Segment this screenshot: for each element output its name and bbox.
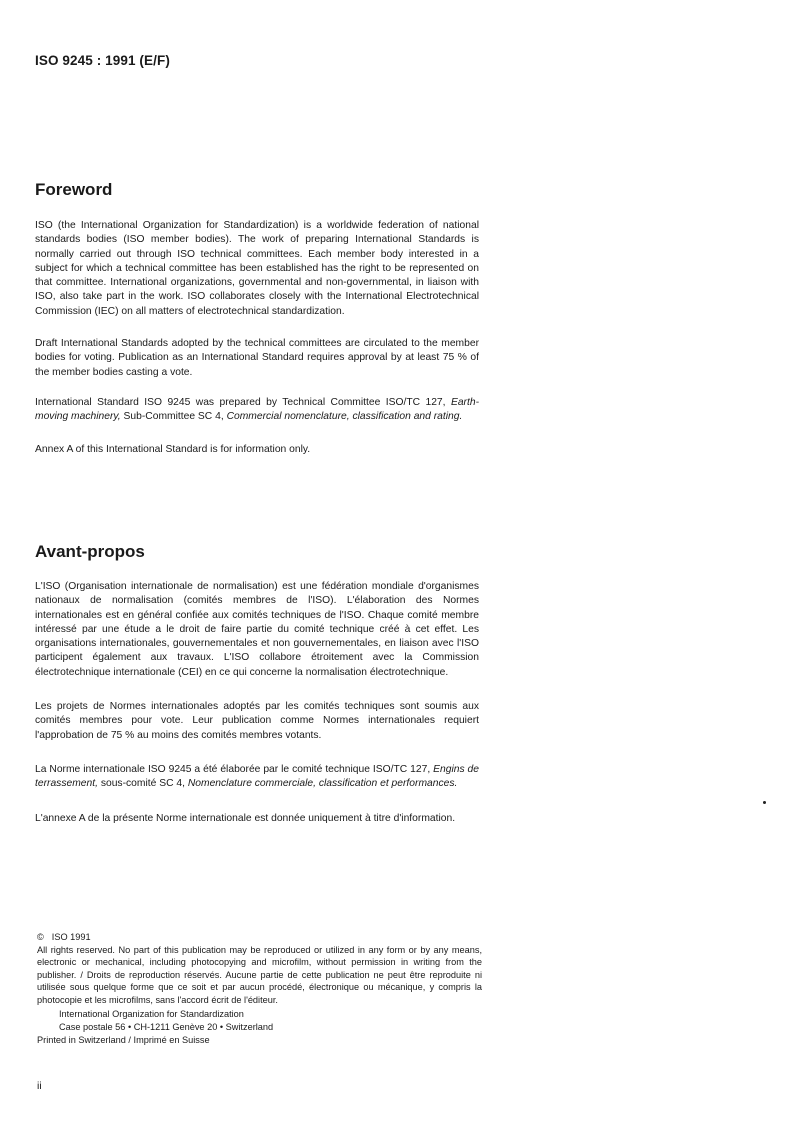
avant-propos-paragraph-2: Les projets de Normes internationales adoptés par les comités techniques sont soumis aux comités membres pour vote. Leur publication comme Normes internationales requiert l'approbation de 75 % au moins des comités membres votants. xyxy=(35,701,479,741)
foreword-paragraph-2: Draft International Standards adopted by the technical committees are circulated to the member bodies for voting. Publication as an International Standard requires approval by at least 75 % of the member bodies casting a vote. xyxy=(35,338,479,378)
copyright-line xyxy=(37,931,482,944)
foreword-paragraph-4: Annex A of this International Standard is for information only. xyxy=(35,443,311,455)
foreword-heading: Foreword xyxy=(35,180,113,199)
publisher-address: Case postale 56 • CH-1211 Genève 20 • Switzerland xyxy=(59,1021,274,1032)
scan-speck-decoration xyxy=(763,801,766,804)
copyright-owner-year: ISO 1991 xyxy=(51,932,91,942)
avant-propos-p3-text-2: sous-comité SC 4, xyxy=(100,778,185,790)
avant-propos-paragraph-1: L'ISO (Organisation internationale de normalisation) est une fédération mondiale d'organismes nationaux de normalisation (comités membres de l'ISO). L'élaboration des Normes internationales est en général confiée aux comités techniques de l'ISO. Chaque comité membre intéressé par une étude a le droit de faire partie du comité technique créé à cet effet. Les organisations internationales, gouvernementales et non gouvernementales, en liaison avec l'ISO participent également aux travaux. L'ISO collabore étroitement avec la Commission électrotechnique internationale (CEI) en ce qui concerne la normalisation électrotechnique. xyxy=(35,581,479,678)
foreword-paragraph-3 xyxy=(35,396,479,425)
avant-propos-paragraph-4: L'annexe A de la présente Norme internationale est donnée uniquement à titre d'information. xyxy=(35,812,456,824)
avant-propos-subcommittee-name: Nomenclature commerciale, classification et performances. xyxy=(187,778,458,790)
foreword-subcommittee-name: Commercial nomenclature, classification and rating. xyxy=(226,411,463,423)
printed-in: Printed in Switzerland / Imprimé en Suisse xyxy=(37,1035,210,1045)
foreword-paragraph-1: ISO (the International Organization for Standardization) is a worldwide federation of national standards bodies (ISO member bodies). The work of preparing International Standards is normally carried out through ISO technical committees. Each member body interested in a subject for which a technical committee has been established has the right to be represented on that committee. International organizations, governmental and non-governmental, in liaison with ISO, also take part in the work. ISO collaborates closely with the International Electrotechnical Commission (IEC) on all matters of electrotechnical standardization. xyxy=(35,220,479,317)
document-id: ISO 9245 : 1991 (E/F) xyxy=(35,53,170,68)
avant-propos-body xyxy=(35,580,479,826)
copyright-icon: © xyxy=(37,932,44,942)
publisher-organization: International Organization for Standardization xyxy=(59,1009,244,1019)
page-number: ii xyxy=(37,1080,42,1092)
foreword-committee-name: Earth-moving machinery, xyxy=(35,396,479,423)
avant-propos-committee-name: Engins de terrassement, xyxy=(35,763,479,790)
foreword-p3-text-2: Sub-Committee SC 4, xyxy=(123,411,224,423)
avant-propos-paragraph-3 xyxy=(35,763,479,792)
foreword-p3-text-1: International Standard ISO 9245 was prepared by Technical Committee ISO/TC 127, xyxy=(35,396,446,408)
avant-propos-p3-text-1: La Norme internationale ISO 9245 a été élaborée par le comité technique ISO/TC 127, xyxy=(35,763,431,775)
foreword-body xyxy=(35,219,479,457)
copyright-notice: All rights reserved. No part of this publication may be reproduced or utilized in any form or by any means, electronic or mechanical, including photocopying and microfilm, without permission in writing from the publisher. / Droits de reproduction réservés. Aucune partie de cette publication ne peut être reproduite ni utilisée sous quelque forme que ce soit et par aucun procédé, électronique ou mécanique, y compris la photocopie et les microfilms, sans l'accord écrit de l'éditeur. xyxy=(37,944,482,1005)
copyright-block xyxy=(37,931,482,1047)
avant-propos-heading: Avant-propos xyxy=(35,542,145,561)
